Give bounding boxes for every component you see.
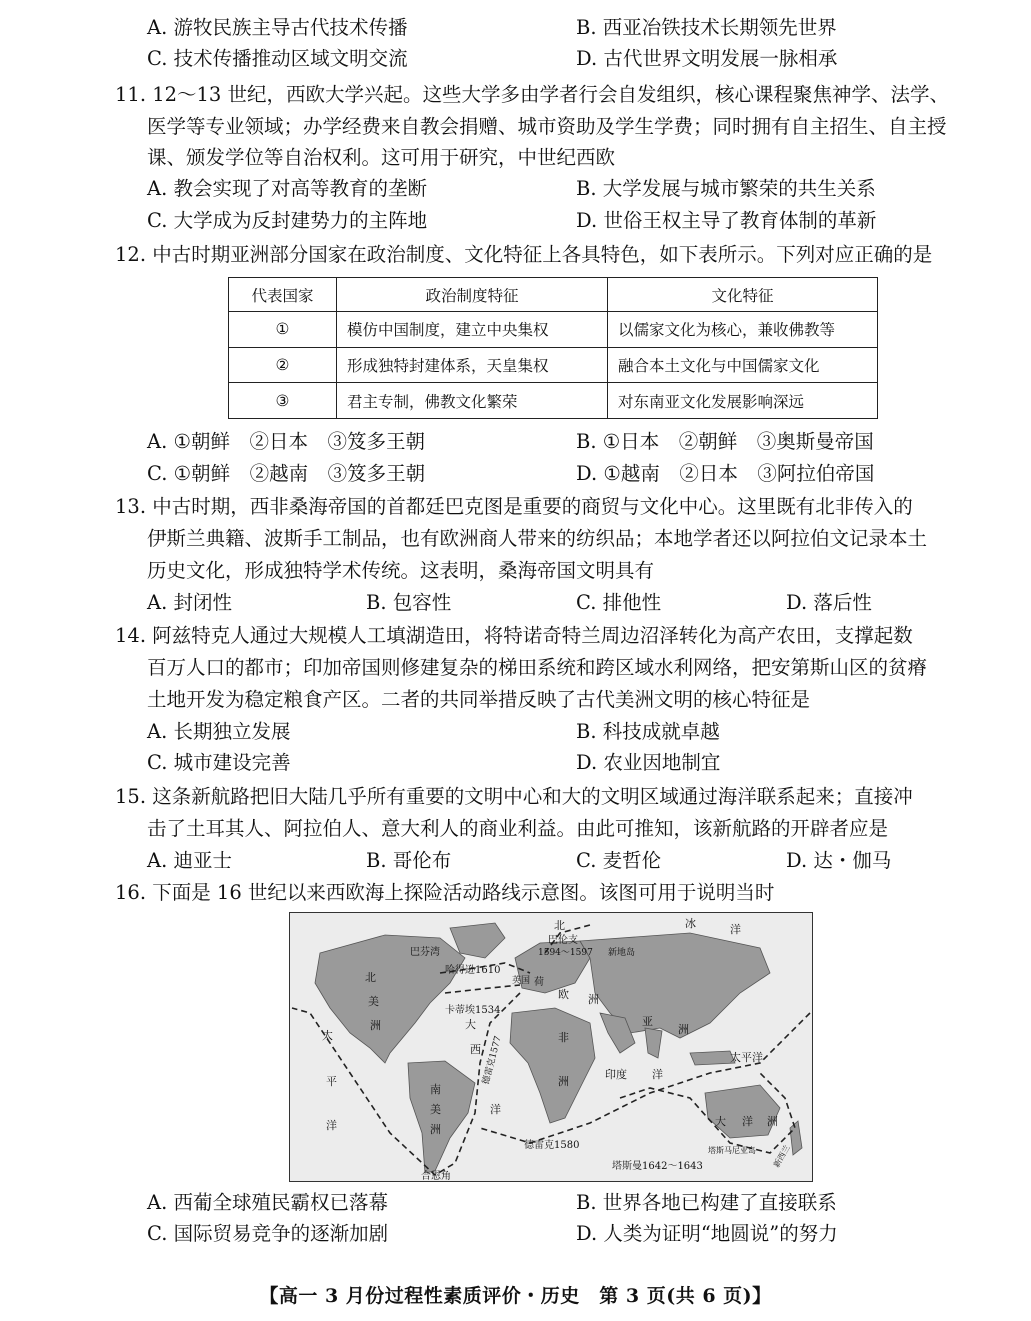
table-cell: 对东南亚文化发展影响深远 — [608, 383, 878, 419]
q15-option-c: C. 麦哲伦 — [576, 849, 662, 872]
map-label: 洲 — [678, 1023, 689, 1036]
table-cell: 形成独特封建体系，天皇集权 — [337, 347, 608, 383]
q11-option-b: B. 大学发展与城市繁荣的共生关系 — [576, 177, 876, 200]
q16-option-a: A. 西葡全球殖民霸权已落幕 — [147, 1191, 388, 1214]
map-label: 北 — [554, 919, 565, 932]
map-label: 新地岛 — [608, 948, 636, 958]
q13-stem-line-2: 伊斯兰典籍、波斯手工制品，也有欧洲商人带来的纺织品；本地学者还以阿拉伯文记录本土 — [147, 527, 928, 550]
q16-option-b: B. 世界各地已构建了直接联系 — [576, 1191, 837, 1214]
q13-option-b: B. 包容性 — [366, 591, 452, 614]
map-label: 太 — [322, 1029, 333, 1042]
q10-option-b: B. 西亚冶铁技术长期领先世界 — [576, 16, 837, 39]
q14-stem-line-3: 土地开发为稳定粮食产区。二者的共同举措反映了古代美洲文明的核心特征是 — [147, 688, 811, 711]
q12-option-c: C. ①朝鲜 ②越南 ③笈多王朝 — [147, 462, 426, 485]
map-label: 洲 — [558, 1075, 569, 1088]
q12-table — [228, 277, 878, 419]
q14-stem-line-1: 14. 阿兹特克人通过大规模人工填湖造田，将特诺奇特兰周边沼泽转化为高产农田，支撑起数 — [115, 624, 913, 647]
q11-option-d: D. 世俗王权主导了教育体制的革新 — [576, 209, 877, 232]
table-cell: ② — [229, 347, 337, 383]
q11-option-c: C. 大学成为反封建势力的主阵地 — [147, 209, 428, 232]
map-label: 大 — [465, 1018, 476, 1031]
table-header: 政治制度特征 — [337, 278, 608, 312]
q14-option-a: A. 长期独立发展 — [147, 720, 291, 743]
map-label: 新西兰 — [771, 1143, 792, 1169]
q15-option-a: A. 迪亚士 — [147, 849, 232, 872]
q16-stem: 16. 下面是 16 世纪以来西欧海上探险活动路线示意图。该图可用于说明当时 — [115, 881, 775, 904]
map-label: 1594～1597 — [538, 948, 593, 958]
map-label: 哈得逊1610 — [445, 965, 501, 976]
page-footer: 【高一 3 月份过程性素质评价・历史 第 3 页(共 6 页)】 — [259, 1285, 772, 1307]
map-label: 太平洋 — [730, 1051, 763, 1064]
map-label: 塔斯曼1642～1643 — [612, 1161, 703, 1172]
map-label: 洲 — [370, 1019, 381, 1032]
map-label: 美 — [430, 1103, 441, 1116]
map-label: 洋 — [490, 1103, 501, 1116]
table-row — [229, 383, 878, 419]
q11-option-a: A. 教会实现了对高等教育的垄断 — [147, 177, 427, 200]
q12-option-d: D. ①越南 ②日本 ③阿拉伯帝国 — [576, 462, 875, 485]
q10-option-c: C. 技术传播推动区域文明交流 — [147, 47, 408, 70]
map-label: 北 — [365, 971, 376, 984]
q12-stem: 12. 中古时期亚洲部分国家在政治制度、文化特征上各具特色，如下表所示。下列对应正确的是 — [115, 243, 933, 266]
q10-option-d: D. 古代世界文明发展一脉相承 — [576, 47, 838, 70]
map-label: 德雷克1577 — [481, 1034, 504, 1086]
map-label: 非 — [558, 1031, 569, 1044]
table-cell: 模仿中国制度，建立中央集权 — [337, 312, 608, 348]
map-label: 荷 — [534, 977, 544, 988]
q12-option-a: A. ①朝鲜 ②日本 ③笈多王朝 — [147, 430, 425, 453]
q14-option-d: D. 农业因地制宜 — [576, 751, 721, 774]
q15-stem-line-1: 15. 这条新航路把旧大陆几乎所有重要的文明中心和大的文明区域通过海洋联系起来；直接冲 — [115, 785, 913, 808]
q13-option-d: D. 落后性 — [786, 591, 872, 614]
map-label: 巴芬湾 — [410, 947, 440, 958]
table-cell: ① — [229, 312, 337, 348]
map-label: 洋 — [742, 1115, 753, 1128]
map-label: 美 — [368, 995, 379, 1008]
q16-option-d: D. 人类为证明“地圆说”的努力 — [576, 1222, 838, 1245]
map-label: 洲 — [767, 1115, 778, 1128]
map-label: 巴伦支 — [548, 935, 578, 946]
map-label: 德雷克1580 — [524, 1140, 580, 1151]
table-row — [229, 312, 878, 348]
map-label: 洲 — [430, 1123, 441, 1136]
map-label: 卡蒂埃1534 — [445, 1005, 501, 1016]
map-label: 洋 — [730, 923, 741, 936]
map-label: 英国 — [512, 976, 531, 986]
table-header: 文化特征 — [608, 278, 878, 312]
q12-option-b: B. ①日本 ②朝鲜 ③奥斯曼帝国 — [576, 430, 874, 453]
map-label: 塔斯马尼亚岛 — [708, 1146, 756, 1155]
q14-stem-line-2: 百万人口的都市；印加帝国则修建复杂的梯田系统和跨区域水利网络，把安第斯山区的贫瘠 — [147, 656, 928, 679]
map-label: 洋 — [326, 1119, 337, 1132]
q15-option-b: B. 哥伦布 — [366, 849, 452, 872]
q16-option-c: C. 国际贸易竞争的逐渐加剧 — [147, 1222, 389, 1245]
q13-option-a: A. 封闭性 — [147, 591, 232, 614]
q15-option-d: D. 达・伽马 — [786, 849, 892, 872]
table-header: 代表国家 — [229, 278, 337, 312]
q13-stem-line-1: 13. 中古时期，西非桑海帝国的首都廷巴克图是重要的商贸与文化中心。这里既有北非传入的 — [115, 495, 913, 518]
map-label: 平 — [326, 1075, 337, 1088]
map-label: 亚 — [642, 1015, 653, 1028]
q11-stem-line-1: 11. 12～13 世纪，西欧大学兴起。这些大学多由学者行会自发组织，核心课程聚焦神学、法学、 — [115, 83, 950, 106]
q15-stem-line-2: 击了土耳其人、阿拉伯人、意大利人的商业利益。由此可推知，该新航路的开辟者应是 — [147, 817, 889, 840]
q13-option-c: C. 排他性 — [576, 591, 662, 614]
table-row — [229, 347, 878, 383]
table-cell: 以儒家文化为核心，兼收佛教等 — [608, 312, 878, 348]
map-label: 西 — [470, 1043, 481, 1056]
map-label: 南 — [430, 1083, 441, 1096]
map-label: 大 — [715, 1115, 726, 1128]
q11-stem-line-2: 医学等专业领域；办学经费来自教会捐赠、城市资助及学生学费；同时拥有自主招生、自主授 — [147, 115, 947, 138]
map-label: 印度 — [605, 1068, 627, 1081]
map-label: 欧 — [558, 988, 569, 1001]
q14-option-c: C. 城市建设完善 — [147, 751, 291, 774]
exploration-route-map — [289, 912, 813, 1182]
q14-option-b: B. 科技成就卓越 — [576, 720, 720, 743]
map-label: 洲 — [588, 993, 599, 1006]
map-label: 洋 — [652, 1068, 663, 1081]
q11-stem-line-3: 课、颁发学位等自治权利。这可用于研究，中世纪西欧 — [147, 146, 616, 169]
map-label: 合恩角 — [421, 1171, 451, 1181]
table-cell: 融合本土文化与中国儒家文化 — [608, 347, 878, 383]
table-cell: 君主专制，佛教文化繁荣 — [337, 383, 608, 419]
map-label: 冰 — [685, 917, 696, 930]
q13-stem-line-3: 历史文化，形成独特学术传统。这表明，桑海帝国文明具有 — [147, 559, 655, 582]
table-cell: ③ — [229, 383, 337, 419]
q10-option-a: A. 游牧民族主导古代技术传播 — [147, 16, 408, 39]
